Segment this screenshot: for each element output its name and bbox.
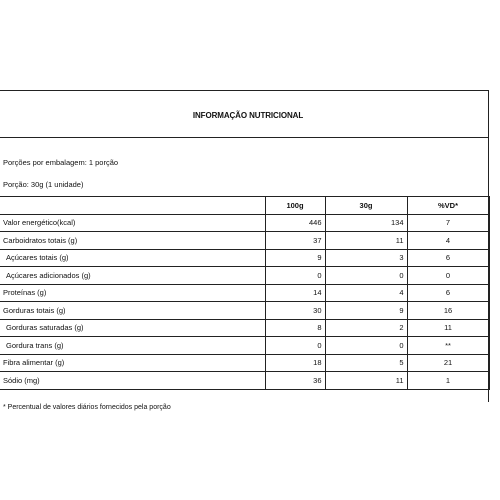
title-divider bbox=[0, 137, 489, 138]
value-per-serving: 11 bbox=[325, 232, 407, 250]
value-per-100g: 18 bbox=[265, 354, 325, 372]
value-daily-percent: 16 bbox=[407, 302, 489, 320]
table-row bbox=[0, 232, 489, 250]
value-daily-percent: ** bbox=[407, 337, 489, 355]
value-per-serving: 11 bbox=[325, 372, 407, 390]
nutrition-table bbox=[0, 196, 490, 390]
value-per-serving: 2 bbox=[325, 319, 407, 337]
value-per-serving: 4 bbox=[325, 284, 407, 302]
header-daily-value: %VD* bbox=[407, 197, 489, 215]
value-per-serving: 9 bbox=[325, 302, 407, 320]
value-per-100g: 14 bbox=[265, 284, 325, 302]
table-row bbox=[0, 214, 489, 232]
nutrient-name: Fibra alimentar (g) bbox=[0, 354, 265, 372]
header-nutrient bbox=[0, 197, 265, 215]
value-daily-percent: 7 bbox=[407, 214, 489, 232]
footnote: * Percentual de valores diários fornecidos pela porção bbox=[3, 404, 171, 411]
table-row bbox=[0, 319, 489, 337]
value-per-serving: 134 bbox=[325, 214, 407, 232]
value-per-100g: 36 bbox=[265, 372, 325, 390]
table-row bbox=[0, 372, 489, 390]
nutrient-name: Sódio (mg) bbox=[0, 372, 265, 390]
nutrient-name: Proteínas (g) bbox=[0, 284, 265, 302]
table-row bbox=[0, 284, 489, 302]
value-per-100g: 0 bbox=[265, 337, 325, 355]
table-row bbox=[0, 337, 489, 355]
value-daily-percent: 6 bbox=[407, 249, 489, 267]
table-row bbox=[0, 249, 489, 267]
value-daily-percent: 6 bbox=[407, 284, 489, 302]
value-per-100g: 0 bbox=[265, 267, 325, 285]
value-per-serving: 0 bbox=[325, 337, 407, 355]
value-daily-percent: 21 bbox=[407, 354, 489, 372]
value-per-100g: 37 bbox=[265, 232, 325, 250]
label-title: INFORMAÇÃO NUTRICIONAL bbox=[192, 111, 304, 120]
value-daily-percent: 4 bbox=[407, 232, 489, 250]
value-per-serving: 5 bbox=[325, 354, 407, 372]
value-daily-percent: 11 bbox=[407, 319, 489, 337]
table-row bbox=[0, 354, 489, 372]
value-per-serving: 3 bbox=[325, 249, 407, 267]
nutrient-name: Gorduras saturadas (g) bbox=[0, 319, 265, 337]
value-per-100g: 30 bbox=[265, 302, 325, 320]
table-row bbox=[0, 267, 489, 285]
nutrient-name: Valor energético(kcal) bbox=[0, 214, 265, 232]
value-daily-percent: 0 bbox=[407, 267, 489, 285]
nutrient-name: Carboidratos totais (g) bbox=[0, 232, 265, 250]
table-row bbox=[0, 302, 489, 320]
table-header-row bbox=[0, 197, 489, 215]
header-per-serving: 30g bbox=[325, 197, 407, 215]
header-per-100g: 100g bbox=[265, 197, 325, 215]
nutrition-table-body bbox=[0, 214, 489, 389]
value-daily-percent: 1 bbox=[407, 372, 489, 390]
value-per-serving: 0 bbox=[325, 267, 407, 285]
value-per-100g: 8 bbox=[265, 319, 325, 337]
nutrient-name: Gordura trans (g) bbox=[0, 337, 265, 355]
nutrient-name: Açúcares adicionados (g) bbox=[0, 267, 265, 285]
value-per-100g: 9 bbox=[265, 249, 325, 267]
servings-per-package: Porções por embalagem: 1 porção bbox=[3, 158, 119, 167]
nutrient-name: Açúcares totais (g) bbox=[0, 249, 265, 267]
nutrient-name: Gorduras totais (g) bbox=[0, 302, 265, 320]
value-per-100g: 446 bbox=[265, 214, 325, 232]
serving-size: Porção: 30g (1 unidade) bbox=[3, 180, 84, 189]
